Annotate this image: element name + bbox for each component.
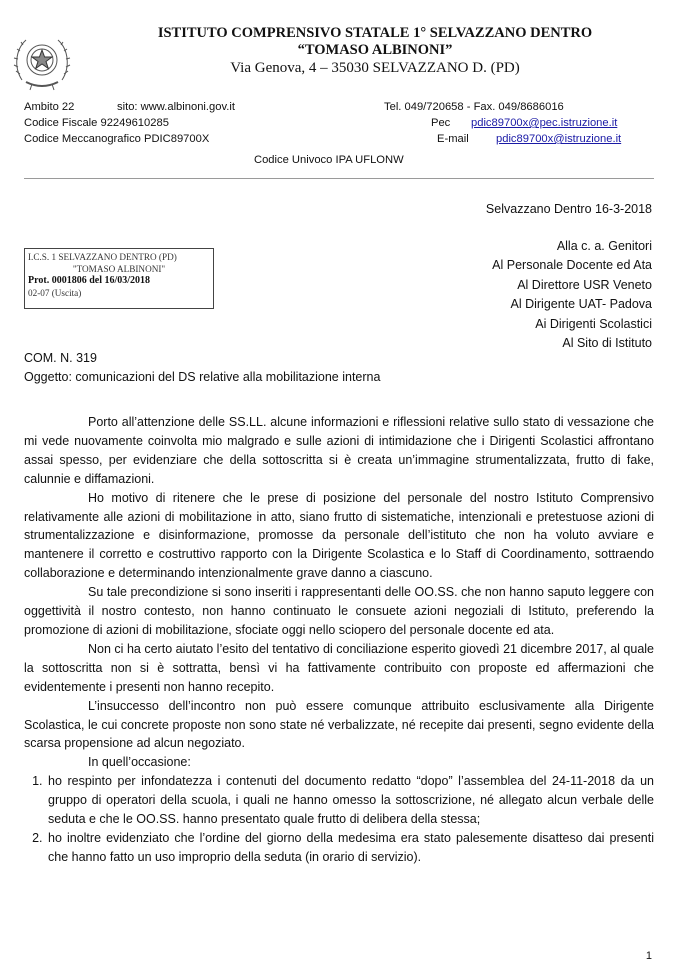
codice-meccanografico-text: Codice Meccanografico PDIC89700X [24,133,210,145]
email-label: E-mail [437,133,469,145]
recipient: Al Direttore USR Veneto [517,277,652,292]
italian-republic-emblem-icon [12,32,72,94]
school-name: ISTITUTO COMPRENSIVO STATALE 1° SELVAZZANO DENTRO [157,25,593,41]
stamp-school-name: "TOMASO ALBINONI" [72,264,166,274]
stamp-institute: I.C.S. 1 SELVAZZANO DENTRO (PD) [28,252,177,262]
school-subtitle: “TOMASO ALBINONI” [297,42,453,58]
letter-date: Selvazzano Dentro 16-3-2018 [485,202,652,216]
letter-body [24,413,654,867]
stamp-category: 02-07 (Uscita) [28,288,82,298]
recipients-block [492,237,652,353]
recipient: Al Dirigente UAT- Padova [510,297,652,312]
communication-number: COM. N. 319 [24,351,97,365]
list-item: 1. ho respinto per infondatezza i contenuti del documento redatto “dopo” l’assemblea del 24-11-2018 da un gruppo di operatori della scuola, i quali ne hanno omesso la sottoscrizione, né allegato alcun verbale delle seduta e che le OO.SS. hanno presentato quale frutto di delibera della stessa; [46,772,654,829]
body-paragraph: L’insuccesso dell’incontro non può essere comunque attribuito esclusivamente alla Dirigente Scolastica, le cui concrete proposte non sono state né verbalizzate, né recepite dai presenti, segno evidente della scarsa propensione ad alcun negoziato. [24,698,654,751]
recipient: Al Sito di Istituto [562,336,652,351]
body-paragraph: In quell’occasione: [88,755,191,770]
ambito-text: Ambito 22 [24,101,75,113]
website-text: sito: www.albinoni.gov.it [117,101,235,113]
page-number: 1 [645,950,652,962]
email-link[interactable]: pdic89700x@istruzione.it [496,133,622,145]
recipient: Alla c. a. Genitori [556,239,652,253]
codice-fiscale-text: Codice Fiscale 92249610285 [24,117,169,129]
pec-label: Pec [431,117,451,129]
recipient: Al Personale Docente ed Ata [492,258,652,273]
codice-ipa-text: Codice Univoco IPA UFLONW [254,154,404,166]
reference-block [24,349,380,387]
header-divider [24,178,654,179]
pec-link[interactable]: pdic89700x@pec.istruzione.it [471,117,618,129]
body-paragraph: Non ci ha certo aiutato l’esito del tentativo di conciliazione esperito giovedì 21 dicembre 2017, al quale la sottoscritta non si è sottratta, bensì vi ha fattivamente contribuito con proposte ed affermazioni che evidentemente i presenti non hanno recepito. [24,641,654,694]
protocol-stamp [24,248,214,309]
body-paragraph: Ho motivo di ritenere che le prese di posizione del personale del nostro Istituto Comprensivo relativamente alle azioni di mobilitazione in atto, siano frutto di sistematiche, intenzionali e pretestuose azioni di strumentalizzazione e disinformazione, promosse da personale dell’istituto che non ha voluto avviare e mantenere il corretto e costruttivo rapporto con la Dirigente Scolastica e lo Staff di Coordinamento, sottraendo collaborazione e determinando intenzionalmente grave danno a ciascuno. [24,490,654,581]
body-paragraph: Su tale precondizione si sono inseriti i rappresentanti delle OO.SS. che non hanno saputo leggere con oggettività il nostro contesto, non hanno continuato le consuete azioni negoziali di Istituto, preferendo la promozione di azioni di mobilitazione, sfociate oggi nello sciopero del personale docente ed ata. [24,585,654,637]
list-item: 2. ho inoltre evidenziato che l’ordine del giorno della medesima era stato palesemente disatteso dai presenti che hanno fatto un uso improprio della seduta (in orario di servizio). [46,829,654,867]
recipient: Ai Dirigenti Scolastici [535,316,652,331]
school-address: Via Genova, 4 – 35030 SELVAZZANO D. (PD) [230,60,520,76]
body-paragraph: Porto all’attenzione delle SS.LL. alcune informazioni e riflessioni relative sullo stato di vessazione che mi vede nuovamente coinvolta mio malgrado e sulle azioni di intimidazione che i Dirigenti Scolastici affrontano assai spesso, per evidenziare che della sottoscritta si è creata un’immagine strumentalizzata, frutto di fake, calunnie e diffamazioni. [24,415,654,486]
subject-line: Oggetto: comunicazioni del DS relative alla mobilitazione interna [24,370,381,384]
phone-fax-text: Tel. 049/720658 - Fax. 049/8686016 [384,101,564,113]
numbered-list [24,772,654,867]
stamp-protocol-number: Prot. 0001806 del 16/03/2018 [28,275,151,286]
